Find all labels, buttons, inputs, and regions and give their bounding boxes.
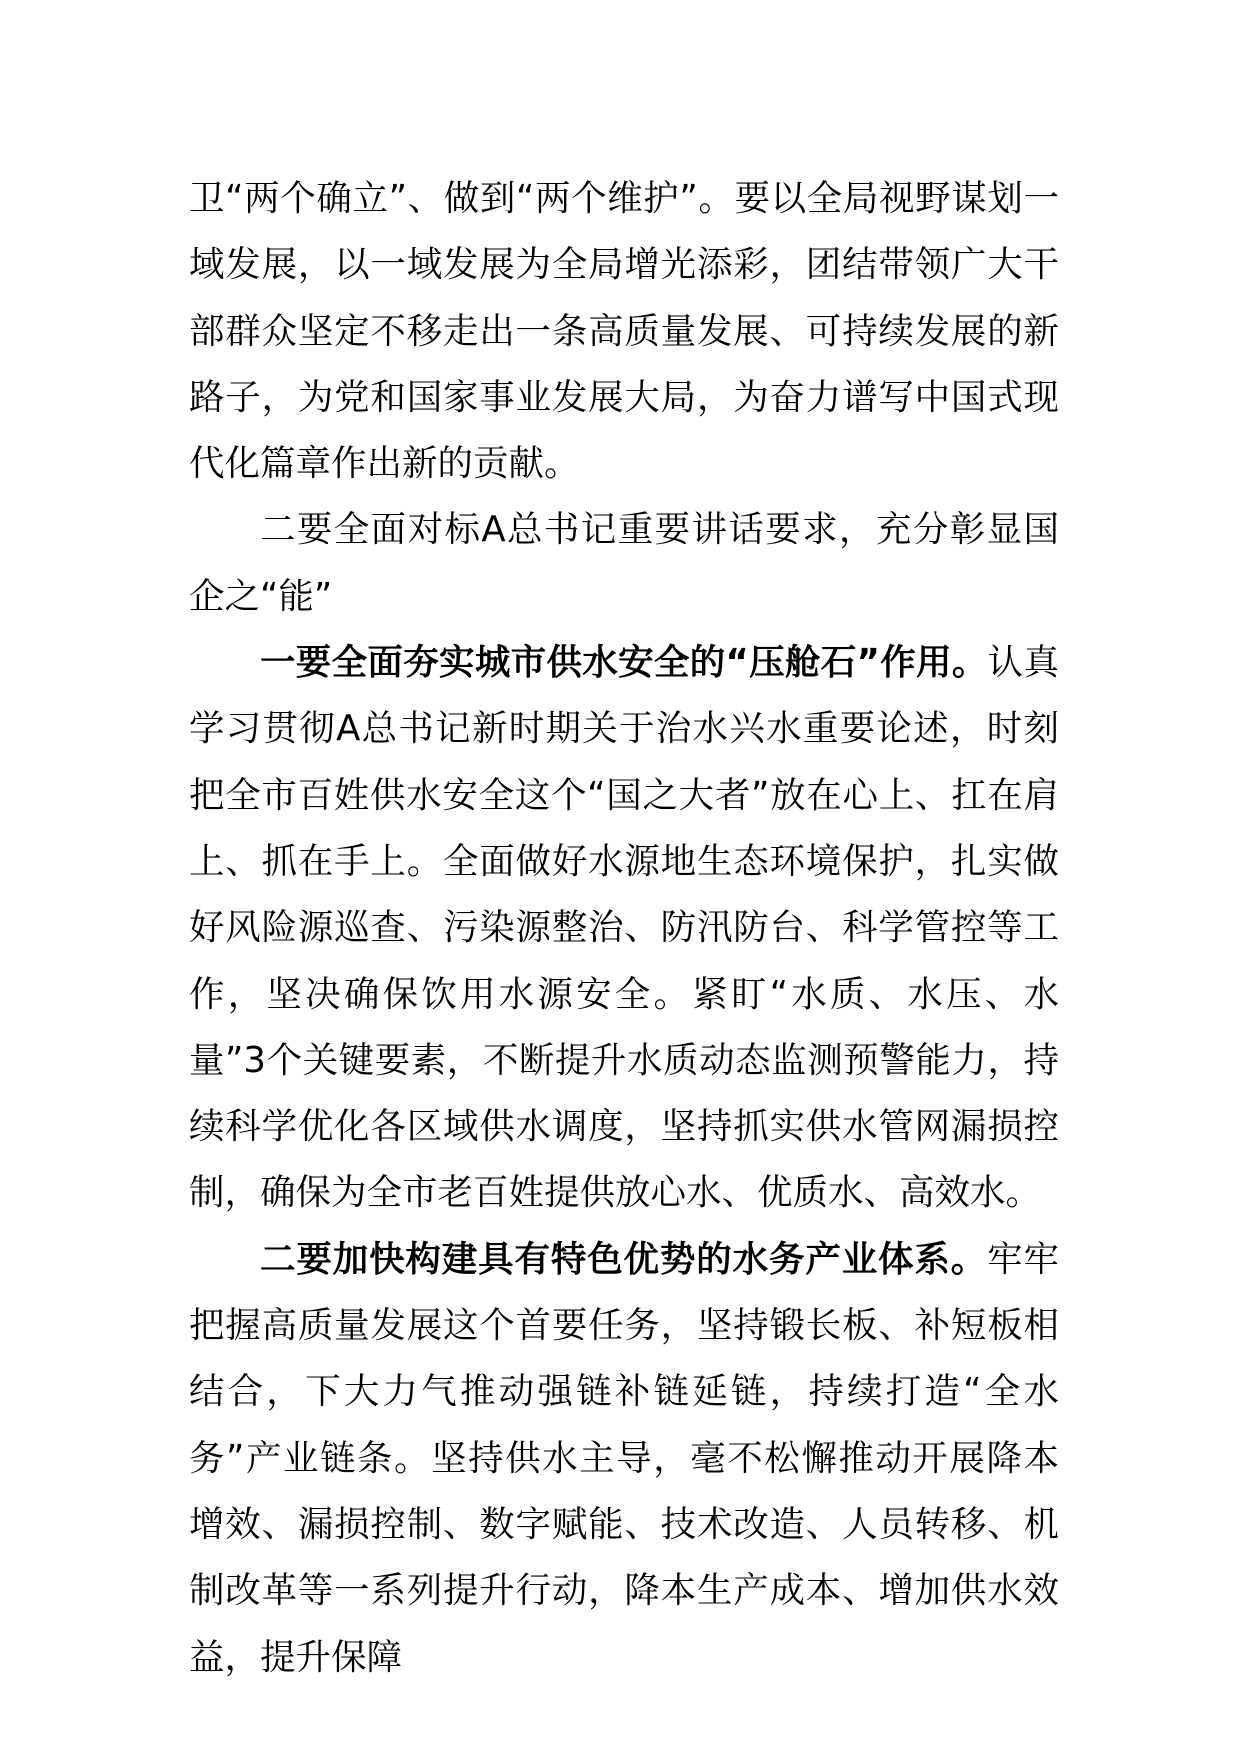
paragraph-text: 牢牢把握高质量发展这个首要任务，坚持锻长板、补短板相结合，下大力气推动强链补链延链，持续打造“全水务”产业链条。坚持供水主导，毫不松懈推动开展降本增效、漏损控制、数字赋能、技术改造、人员转移、机制改革等一系列提升行动，降本生产成本、增加供水效益，提升保障 (189, 1238, 1059, 1678)
paragraph-lead: 一要全面夯实城市供水安全的“压舱石”作用。 (260, 642, 988, 684)
paragraph-water-safety (189, 630, 1059, 1227)
paragraph-text: 认真学习贯彻A总书记新时期关于治水兴水重要论述，时刻把全市百姓供水安全这个“国之大者”放在心上、扛在肩上、抓在手上。全面做好水源地生态环境保护，扎实做好风险源巡查、污染源整治、防汛防台、科学管控等工作，坚决确保饮用水源安全。紧盯“水质、水压、水量”3个关键要素，不断提升水质动态监测预警能力，持续科学优化各区域供水调度，坚持抓实供水管网漏损控制，确保为全市老百姓提供放心水、优质水、高效水。 (189, 642, 1059, 1214)
paragraph-industry-system (189, 1227, 1059, 1691)
document-body (189, 166, 1059, 1691)
section-heading-text: 二要全面对标A总书记重要讲话要求，充分彰显国企之“能” (189, 509, 1059, 617)
section-heading (189, 497, 1059, 630)
paragraph-lead: 二要加快构建具有特色优势的水务产业体系。 (260, 1238, 988, 1280)
paragraph-continuation (189, 166, 1059, 497)
paragraph-text: 卫“两个确立”、做到“两个维护”。要以全局视野谋划一域发展，以一域发展为全局增光添彩，团结带领广大干部群众坚定不移走出一条高质量发展、可持续发展的新路子，为党和国家事业发展大局，为奋力谱写中国式现代化篇章作出新的贡献。 (189, 178, 1059, 485)
